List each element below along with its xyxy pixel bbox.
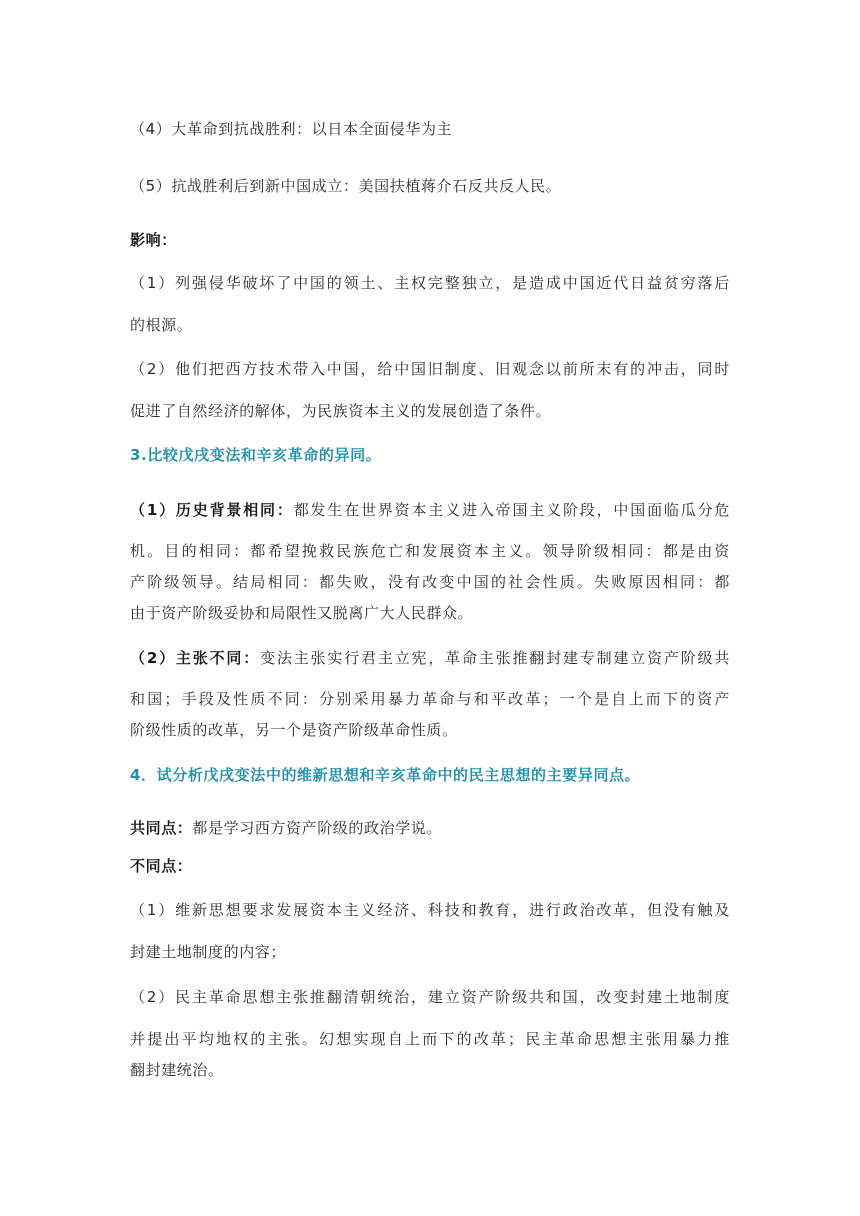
q3-p1-line-4: 由于资产阶级妥协和局限性又脱离广大人民群众。 [130, 604, 474, 622]
common-points-lead: 共同点： [130, 819, 193, 837]
differences-heading-text: 不同点： [130, 857, 193, 875]
differences-heading [130, 855, 730, 876]
cause-item-4-text: （4）大革命到抗战胜利：以日本全面侵华为主 [130, 120, 453, 138]
question-4-title [130, 764, 730, 785]
influence-p2-line-1: （2）他们把西方技术带入中国，给中国旧制度、旧观念以前所末有的冲击，同时 [130, 360, 730, 378]
question-4-title-text: 4．试分析戊戌变法中的维新思想和辛亥革命中的民主思想的主要异同点。 [130, 766, 641, 784]
influence-heading [130, 229, 730, 250]
diff-1-line-2: 封建土地制度的内容； [130, 943, 287, 961]
diff-1-line-1: （1）维新思想要求发展资本主义经济、科技和教育，进行政治改革，但没有触及 [130, 901, 730, 919]
common-points-text: 都是学习西方资产阶级的政治学说。 [192, 819, 443, 837]
diff-2-line-2: 并提出平均地权的主张。幻想实现自上而下的改革；民主革命思想主张用暴力推 [130, 1030, 730, 1048]
q3-p1-line-1-rest: 都发生在世界资本主义进入帝国主义阶段，中国面临瓜分危 [293, 501, 730, 519]
q3-p2-line-1 [130, 647, 730, 668]
diff-2-line-1: （2）民主革命思想主张推翻清朝统治，建立资产阶级共和国，改变封建土地制度 [130, 988, 730, 1006]
q3-p2-line-3: 阶级性质的改革，另一个是资产阶级革命性质。 [130, 721, 458, 739]
q3-p1-line-2: 机。目的相同：都希望挽救民族危亡和发展资本主义。领导阶级相同：都是由资 [130, 542, 730, 560]
q3-p2-line-2: 和国；手段及性质不同：分别采用暴力革命与和平改革；一个是自上而下的资产 [130, 690, 730, 708]
cause-item-5-text: （5）抗战胜利后到新中国成立：美国扶植蒋介石反共反人民。 [130, 177, 562, 195]
q3-p1-line-3: 产阶级领导。结局相同：都失败，没有改变中国的社会性质。失败原因相同：都 [130, 573, 730, 591]
cause-item-4 [130, 118, 730, 139]
influence-p2-line-2: 促进了自然经济的解体，为民族资本主义的发展创造了条件。 [130, 402, 552, 420]
influence-heading-text: 影响： [130, 231, 177, 249]
question-3-title [130, 444, 730, 465]
question-3-title-text: 3.比较戊戌变法和辛亥革命的异同。 [130, 446, 382, 464]
common-points [130, 817, 730, 838]
cause-item-5 [130, 175, 730, 196]
q3-p1-lead: （1）历史背景相同： [130, 501, 294, 519]
influence-p1-line-2: 的根源。 [130, 316, 193, 334]
q3-p1-line-1 [130, 499, 730, 520]
q3-p2-lead: （2）主张不同： [130, 649, 261, 667]
q3-p2-line-1-rest: 变法主张实行君主立宪，革命主张推翻封建专制建立资产阶级共 [260, 649, 730, 667]
diff-2-line-3: 翻封建统治。 [130, 1061, 224, 1079]
influence-p1-line-1: （1）列强侵华破坏了中国的领土、主权完整独立，是造成中国近代日益贫穷落后 [130, 274, 730, 292]
